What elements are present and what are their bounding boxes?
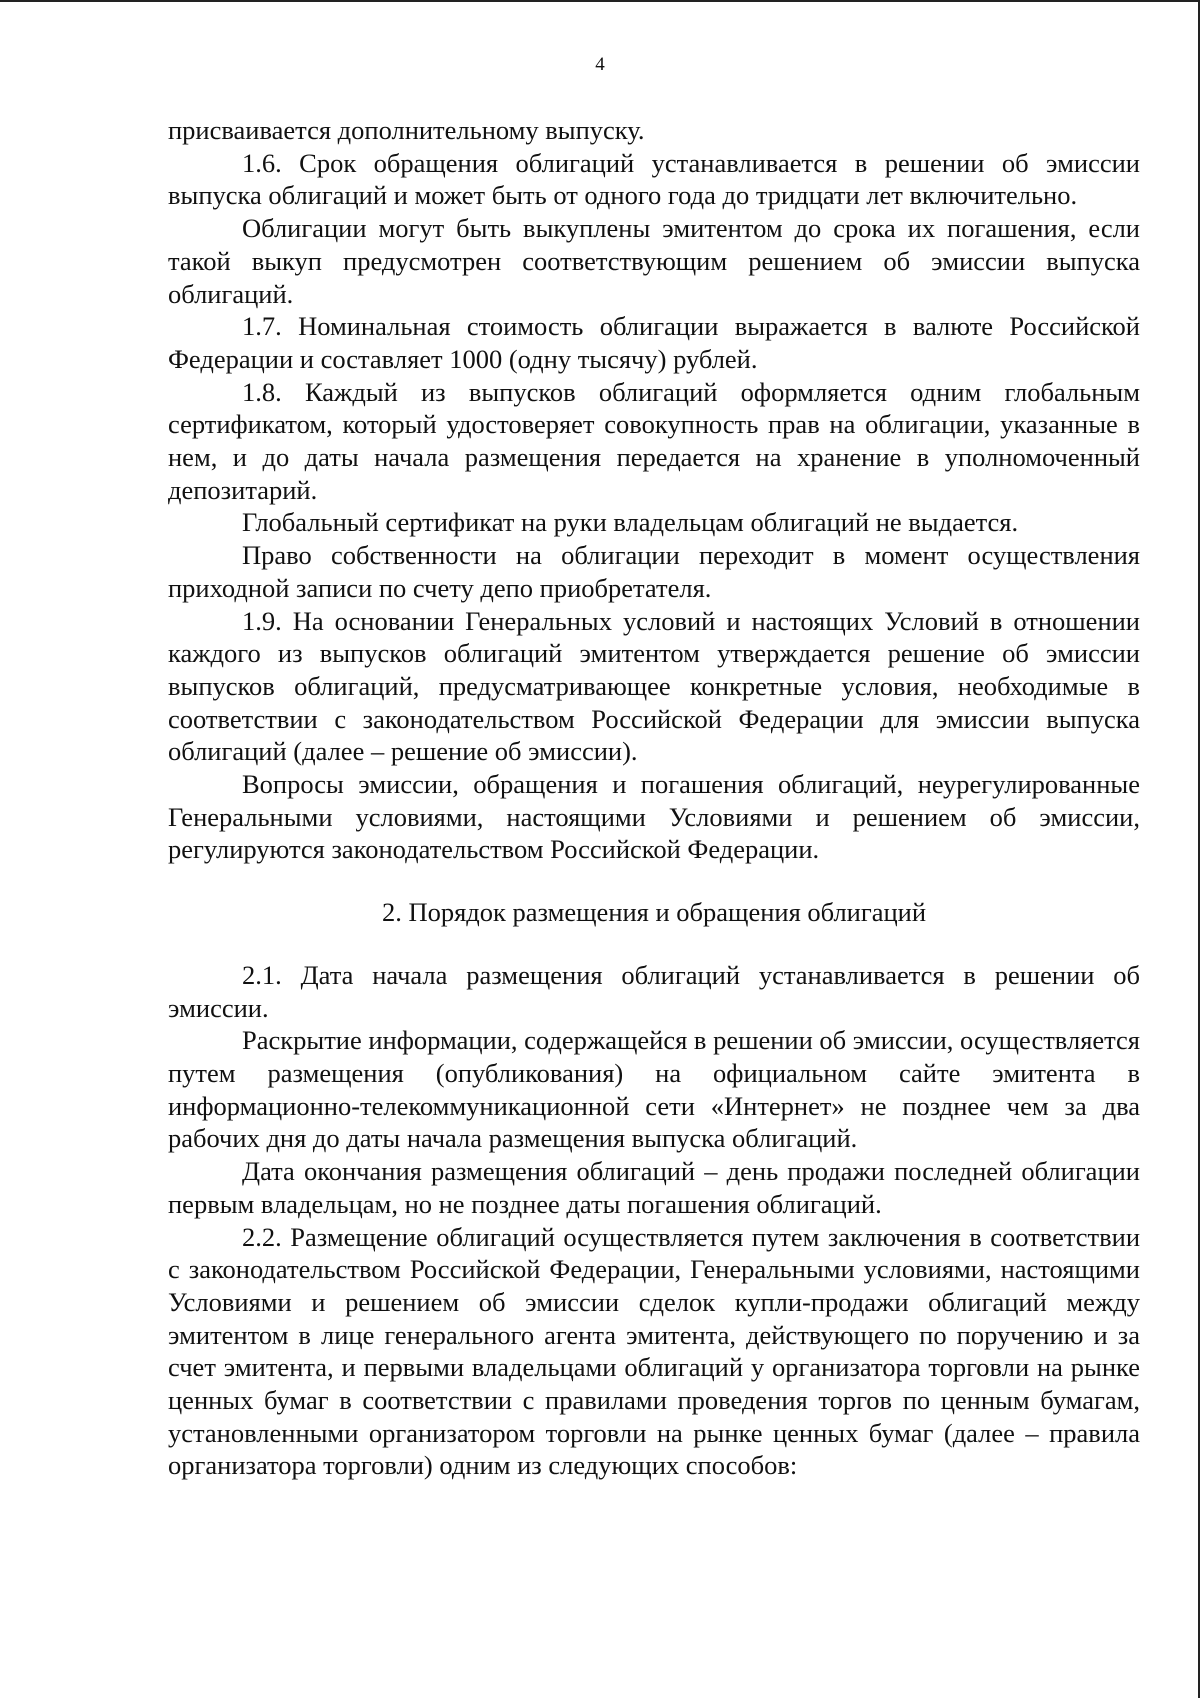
paragraph: 1.8. Каждый из выпусков облигаций оформляется одним глобальным сертификатом, который удостоверяет совокупность прав на облигации, указанные в нем, и до даты начала размещения передается на хранение в уполномоченный депозитарий. [168, 376, 1140, 505]
paragraph: 1.7. Номинальная стоимость облигации выражается в валюте Российской Федерации и составляет 1000 (одну тысячу) рублей. [168, 311, 1140, 374]
document-body [168, 114, 1140, 1482]
section-heading: 2. Порядок размещения и обращения облигаций [381, 897, 927, 928]
paragraph: 2.1. Дата начала размещения облигаций устанавливается в решении об эмиссии. [168, 959, 1140, 1023]
page-number: 4 [595, 54, 605, 75]
paragraph: 1.6. Срок обращения облигаций устанавливается в решении об эмиссии выпуска облигаций и может быть от одного года до тридцати лет включительно. [168, 147, 1140, 211]
paragraph: Глобальный сертификат на руки владельцам облигаций не выдается. [242, 507, 1019, 538]
paragraph: Раскрытие информации, содержащейся в решении об эмиссии, осуществляется путем размещения (опубликования) на официальном сайте эмитента в информационно-телекоммуникационной сети «Интернет» не позднее чем за два рабочих дня до даты начала размещения выпуска облигаций. [168, 1025, 1140, 1154]
paragraph: Облигации могут быть выкуплены эмитентом до срока их погашения, если такой выкуп предусмотрен соответствующим решением об эмиссии выпуска облигаций. [168, 213, 1140, 309]
paragraph: присваивается дополнительному выпуску. [168, 115, 645, 145]
paragraph: Вопросы эмиссии, обращения и погашения облигаций, неурегулированные Генеральными условиями, настоящими Условиями и решением об эмиссии, регулируются законодательством Российской Федерации. [168, 769, 1140, 865]
paragraph: Дата окончания размещения облигаций – день продажи последней облигации первым владельцам, но не позднее даты погашения облигаций. [168, 1156, 1140, 1219]
paragraph: Право собственности на облигации переходит в момент осуществления приходной записи по счету депо приобретателя. [168, 540, 1140, 603]
paragraph: 1.9. На основании Генеральных условий и настоящих Условий в отношении каждого из выпусков облигаций эмитентом утверждается решение об эмиссии выпусков облигаций, предусматривающее конкретные условия, необходимые в соответствии с законодательством Российской Федерации для эмиссии выпуска облигаций (далее – решение об эмиссии). [168, 605, 1140, 767]
paragraph: 2.2. Размещение облигаций осуществляется путем заключения в соответствии с законодательством Российской Федерации, Генеральными условиями, настоящими Условиями и решением об эмиссии сделок купли-продажи облигаций между эмитентом в лице генерального агента эмитента, действующего по поручению и за счет эмитента, и первыми владельцами облигаций у организатора торговли на рынке ценных бумаг в соответствии с правилами проведения торгов по ценным бумагам, установленными организатором торговли на рынке ценных бумаг (далее – правила организатора торговли) одним из следующих способов: [168, 1221, 1140, 1481]
